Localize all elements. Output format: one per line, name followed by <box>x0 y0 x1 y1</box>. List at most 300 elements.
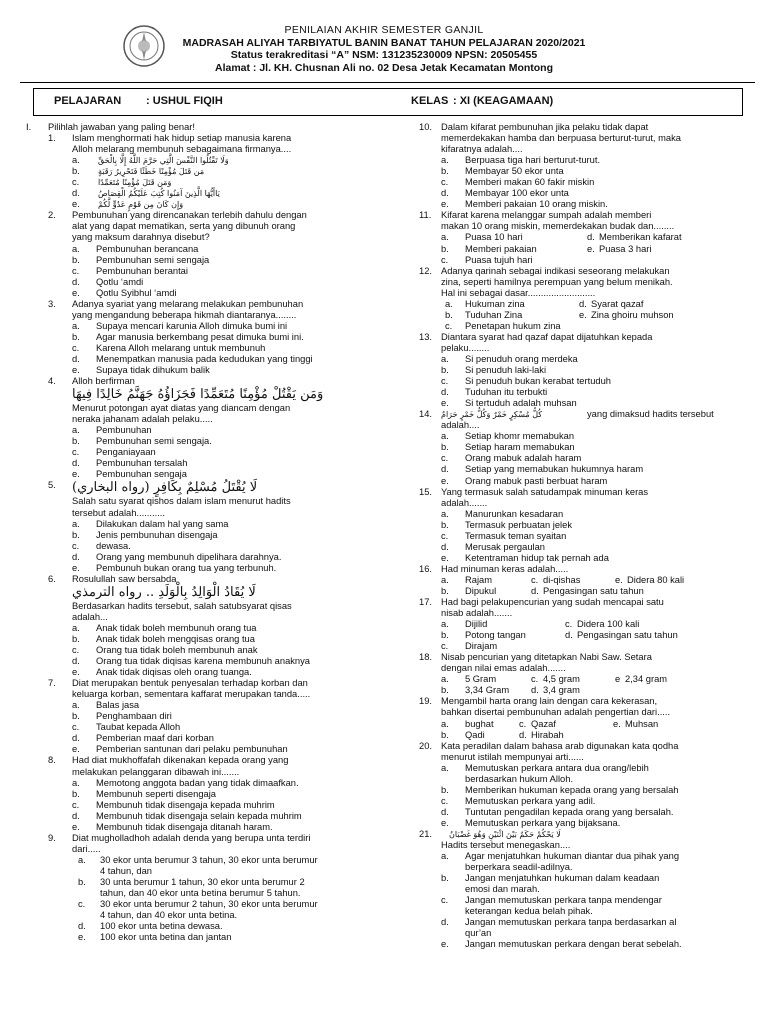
question-line <box>26 634 366 645</box>
item-text: Agar menjatuhkan hukuman diantar dua pihak yang <box>465 851 680 862</box>
item-text: Had diat mukhoffafah dikenakan kepada orang yang <box>72 755 289 766</box>
question-line <box>419 531 755 542</box>
question-line <box>26 866 366 877</box>
item-text: Islam menghormati hak hidup setiap manusia karena <box>72 133 292 144</box>
item-text: yang maksum darahnya disebut? <box>72 232 210 243</box>
question-line <box>26 623 366 634</box>
item-number: c. <box>78 899 86 910</box>
item-number: b. <box>72 331 80 342</box>
item-number: b. <box>78 877 86 887</box>
item-text: Adanya syariat yang melarang melakukan pembunuhan <box>72 298 304 309</box>
item-text: مَن قَتَلَ مُؤْمِنًا خَطَئًا فَتَحْرِيرُ رَقَبَةٍ <box>98 167 205 177</box>
item-number: e. <box>441 939 449 950</box>
question-line <box>26 778 366 789</box>
question-line <box>26 552 366 563</box>
item-number: b. <box>445 309 453 320</box>
accreditation-status: Status terakreditasi “A” NSM: 131235230009 NPSN: 20505455 <box>230 49 538 61</box>
question-line <box>26 574 366 585</box>
item-text: Pemberian maaf dari korban <box>96 733 214 744</box>
item-text: berperkara seadil-adilnya. <box>465 862 573 873</box>
item-text: Menurut potongan ayat diatas yang diancam dengan <box>72 403 291 414</box>
item-number: a. <box>441 431 449 442</box>
question-line <box>419 166 755 177</box>
question-line <box>419 597 755 608</box>
question-line <box>419 321 755 332</box>
item-number: 16. <box>419 563 432 574</box>
question-line <box>26 585 366 601</box>
question-line <box>26 496 366 507</box>
item-number: d. <box>72 353 80 364</box>
item-text: Didera 80 kali <box>627 574 685 585</box>
item-text: Nisab pencurian yang ditetapkan Nabi Saw. Setara <box>441 652 652 663</box>
item-text: وَمَن قَتَلَ مُؤْمِنًا مُتَعَمِّدًا <box>98 178 172 188</box>
question-line <box>419 652 755 663</box>
question-line <box>419 906 755 917</box>
item-text: 30 unta berumur 1 tahun, 30 ekor unta berumur 2 <box>100 877 305 887</box>
item-number: a. <box>72 777 80 788</box>
item-number: d. <box>72 188 80 199</box>
question-line <box>419 873 755 884</box>
item-number: e <box>615 674 621 685</box>
item-text: Jangan memutuskan perkara dengan berat sebelah. <box>465 939 682 950</box>
item-text: Manurunkan kesadaran <box>465 508 564 519</box>
question-line <box>26 612 366 623</box>
question-line <box>419 774 755 785</box>
question-line <box>419 398 755 409</box>
item-number: b. <box>72 436 80 447</box>
question-line <box>26 744 366 755</box>
item-text: Memberikan kafarat <box>599 232 682 243</box>
item-number: d. <box>579 298 587 309</box>
item-number: a. <box>441 353 449 364</box>
question-line <box>419 741 755 752</box>
item-text: Orang yang membunuh dipelihara darahnya. <box>96 551 282 562</box>
subject-label: PELAJARAN <box>54 95 122 107</box>
item-text: كُلُّ مُسْكِرٍ خَمْرٌ وَكُلُّ خَمْرٍ حَرَامٌ <box>441 410 543 420</box>
item-text: Dijilid <box>465 619 488 630</box>
item-text: Tuntutan pengadilan kepada orang yang bersalah. <box>465 806 674 817</box>
question-line <box>26 678 366 689</box>
item-number: c. <box>441 641 449 652</box>
subject-value: : USHUL FIQIH <box>146 95 223 107</box>
question-line <box>26 656 366 667</box>
question-line <box>419 763 755 774</box>
item-number: c. <box>72 540 80 551</box>
item-text: Pilihlah jawaban yang paling benar! <box>48 122 196 132</box>
item-number: c. <box>441 795 449 806</box>
question-line <box>419 586 755 597</box>
item-number: 21. <box>419 829 432 839</box>
item-text: Had bagi pelakupencurian yang sudah mencapai satu <box>441 597 664 608</box>
question-line <box>26 244 366 255</box>
question-line <box>26 188 366 199</box>
question-line <box>419 630 755 641</box>
question-line <box>419 365 755 376</box>
item-number: c. <box>72 799 80 810</box>
item-text: Alloh melarang membunuh sebagaimana firmanya.... <box>72 144 292 155</box>
item-text: Orang mabuk pasti berbuat haram <box>465 475 608 486</box>
item-text: Jangan memutuskan perkara tanpa mendengar <box>465 895 662 906</box>
item-text: emosi dan marah. <box>465 884 540 895</box>
item-number: b. <box>72 166 80 177</box>
item-text: Pengasingan satu tahun <box>577 630 678 641</box>
item-text: 2,34 gram <box>625 674 668 685</box>
item-text: يَاأَيُّهَا الَّذِينَ آمَنُوا كُتِبَ عَلَيْكُمُ الْقِصَاصُ <box>98 189 220 199</box>
item-text: Pembunuhan tersalah <box>96 458 188 469</box>
item-number: c. <box>531 574 539 585</box>
item-number: b. <box>441 685 449 696</box>
item-number: d. <box>441 464 449 475</box>
item-number: 8. <box>48 755 56 766</box>
item-text: Kifarat karena melanggar sumpah adalah memberi <box>441 210 652 221</box>
item-text: Qadi <box>465 729 485 740</box>
item-text: Rajam <box>465 574 493 585</box>
document-header <box>0 24 768 74</box>
item-number: d. <box>441 188 449 199</box>
item-number: 3. <box>48 298 56 309</box>
item-text: 100 ekor unta betina dewasa. <box>100 921 223 932</box>
question-line <box>26 403 366 414</box>
question-line <box>419 840 755 851</box>
item-text: 4 tahun, dan 40 ekor unta betina. <box>100 910 238 921</box>
item-number: e. <box>78 932 86 943</box>
question-line <box>26 888 366 899</box>
item-number: d. <box>72 458 80 469</box>
item-text: وَمَن يَقْتُلْ مُؤْمِنًا مُتَعَمِّدًا فَجَزَاؤُهُ جَهَنَّمُ خَالِدًا فِيهَا <box>72 387 324 403</box>
item-text: tersebut adalah........... <box>72 507 165 518</box>
item-number: d. <box>72 276 80 287</box>
question-line <box>419 685 755 696</box>
question-line <box>419 420 755 431</box>
question-line <box>419 608 755 619</box>
item-text: Syarat qazaf <box>591 298 644 309</box>
item-text: Anak tidak boleh membunuh orang tua <box>96 622 257 633</box>
exam-title: PENILAIAN AKHIR SEMESTER GANJIL <box>284 24 484 36</box>
question-line <box>419 785 755 796</box>
item-text: Agar manusia berkembang pesat dimuka bumi ini. <box>96 331 304 342</box>
item-text: keluarga korban, sementara kaffarat merupakan tanda..... <box>72 689 311 700</box>
question-line <box>419 177 755 188</box>
item-number: d. <box>587 232 595 243</box>
question-line <box>419 719 755 730</box>
question-line <box>26 722 366 733</box>
question-line <box>419 895 755 906</box>
question-line <box>419 288 755 299</box>
question-line <box>26 436 366 447</box>
item-number: a. <box>441 851 449 862</box>
question-line <box>26 321 366 332</box>
question-line <box>419 266 755 277</box>
item-text: zina, seperti hamilnya perempuan yang belum menikah. <box>441 276 673 287</box>
item-text: berdasarkan hukum Alloh. <box>465 773 574 784</box>
question-line <box>26 447 366 458</box>
item-text: Memutuskan perkara yang adil. <box>465 795 596 806</box>
item-text: وَإِن كَانَ مِن قَوْمٍ عَدُوٍّ لَّكُمْ <box>98 200 184 210</box>
item-text: Pembunuhan <box>96 425 152 436</box>
item-number: e. <box>72 744 80 755</box>
item-text: Diantara syarat had qazaf dapat dijatuhkan kepada <box>441 331 653 342</box>
item-number: a. <box>445 298 453 309</box>
item-number: d. <box>78 921 86 932</box>
question-line <box>26 354 366 365</box>
item-text: Dilakukan dalam hal yang sama <box>96 518 229 529</box>
item-text: Penetapan hukum zina <box>465 320 561 331</box>
item-text: Dalam kifarat pembunuhan jika pelaku tidak dapat <box>441 122 649 132</box>
item-number: e. <box>72 667 80 678</box>
item-text: Pembunuhan semi sengaja <box>96 254 210 265</box>
item-text: Qazaf <box>531 718 556 729</box>
item-text: Tuduhan Zina <box>465 309 523 320</box>
item-number: e. <box>587 243 595 254</box>
item-number: 7. <box>48 678 56 689</box>
question-line <box>26 645 366 656</box>
question-line <box>419 553 755 564</box>
item-number: c. <box>441 376 449 387</box>
question-line <box>419 851 755 862</box>
question-line <box>26 921 366 932</box>
question-line <box>419 663 755 674</box>
item-text: Puasa tujuh hari <box>465 254 533 265</box>
question-line <box>419 122 755 133</box>
item-text: Pemberian santunan dari pelaku pembunuhan <box>96 744 288 755</box>
item-number: c. <box>72 722 80 733</box>
item-text: Rosulullah saw bersabda <box>72 573 177 584</box>
question-line <box>26 425 366 436</box>
question-line <box>26 122 366 133</box>
question-line <box>419 354 755 365</box>
question-line <box>26 480 366 496</box>
question-line <box>26 232 366 243</box>
question-line <box>26 414 366 425</box>
question-line <box>419 796 755 807</box>
item-text: Ketentraman hidup tak pernah ada <box>465 552 609 563</box>
item-text: Membunuh tidak disengaja ditanah haram. <box>96 821 273 832</box>
item-number: b. <box>441 166 449 177</box>
item-number: b. <box>441 585 449 596</box>
question-line <box>26 458 366 469</box>
item-number: e. <box>72 365 80 376</box>
question-line <box>26 530 366 541</box>
item-text: Zina ghoiru muhson <box>591 309 674 320</box>
subject-info-box <box>33 88 743 116</box>
question-line <box>419 409 755 420</box>
question-line <box>26 199 366 210</box>
item-text: Supaya mencari karunia Alloh dimuka bumi ini <box>96 320 288 331</box>
item-text: yang dimaksud hadits tersebut <box>587 409 714 420</box>
item-number: d. <box>72 551 80 562</box>
item-text: Pembunuh bukan orang tua yang terbunuh. <box>96 562 277 573</box>
item-text: Hirabah <box>531 729 564 740</box>
question-line <box>419 464 755 475</box>
item-number: d. <box>72 733 80 744</box>
item-text: Tuduhan itu terbukti <box>465 387 548 398</box>
item-text: Berdasarkan hadits tersebut, salah satubsyarat qisas <box>72 600 292 611</box>
item-number: 2. <box>48 210 56 221</box>
item-text: Salah satu syarat qishos dalam islam menurut hadits <box>72 496 291 507</box>
question-line <box>419 564 755 575</box>
item-number: I. <box>26 122 32 132</box>
item-number: a. <box>441 508 449 519</box>
question-line <box>26 932 366 943</box>
question-line <box>419 442 755 453</box>
item-text: Yang termasuk salah satudampak minuman keras <box>441 486 649 497</box>
item-number: 11. <box>419 210 432 221</box>
item-text: Merusak pergaulan <box>465 541 545 552</box>
item-number: a. <box>441 574 449 585</box>
item-text: Si tertuduh adalah muhsan <box>465 398 577 409</box>
item-number: c. <box>441 453 449 464</box>
item-number: c. <box>519 718 527 729</box>
item-text: Hukuman zina <box>465 298 525 309</box>
item-number: d. <box>441 917 449 928</box>
question-line <box>419 807 755 818</box>
item-number: b. <box>441 630 449 641</box>
item-text: adalah.... <box>441 420 480 431</box>
question-line <box>26 767 366 778</box>
item-text: adalah... <box>72 611 108 622</box>
item-text: Berpuasa tiga hari berturut-turut. <box>465 155 601 166</box>
item-number: a. <box>78 854 86 865</box>
item-text: وَلَا تَقْتُلُوا النَّفْسَ الَّتِي حَرَّمَ اللَّهُ إِلَّا بِالْحَقِّ <box>98 156 229 166</box>
item-text: 4,5 gram <box>543 674 580 685</box>
item-number: a. <box>72 518 80 529</box>
item-text: dari..... <box>72 843 101 854</box>
item-text: Karena Alloh melarang untuk membunuh <box>96 342 266 353</box>
item-number: a. <box>441 155 449 166</box>
question-line <box>26 133 366 144</box>
item-text: Pembunuhan semi sengaja. <box>96 436 212 447</box>
question-line <box>26 541 366 552</box>
question-line <box>26 266 366 277</box>
item-text: kifaratnya adalah.... <box>441 144 523 155</box>
item-number: b. <box>441 784 449 795</box>
item-text: menurut istilah mempunyai arti...... <box>441 751 584 762</box>
item-text: 3,34 Gram <box>465 685 510 696</box>
item-number: e. <box>72 469 80 480</box>
school-address: Alamat : Jl. KH. Chusnan Ali no. 02 Desa Jetak Kecamatan Montong <box>214 61 554 74</box>
question-line <box>26 844 366 855</box>
question-line <box>419 255 755 266</box>
item-text: Didera 100 kali <box>577 619 640 630</box>
item-number: e. <box>441 398 449 409</box>
item-text: Orang tua tidak diqisas karena membunuh anaknya <box>96 656 310 667</box>
item-number: a. <box>441 762 449 773</box>
item-text: لَا يَحْكُمْ حَكَمٌ بَيْنَ اثْنَيْنِ وَهُوَ غَضْبَانُ <box>449 830 561 839</box>
item-text: Dipukul <box>465 585 497 596</box>
item-text: melakukan pelanggaran dibawah ini....... <box>72 766 240 777</box>
question-line <box>419 277 755 288</box>
item-number: e. <box>72 287 80 298</box>
item-text: bahkan disertai pembunuhan adalah pengertian dari..... <box>441 707 671 718</box>
item-text: Membunuh seperti disengaja <box>96 788 216 799</box>
question-line <box>26 855 366 866</box>
question-line <box>26 689 366 700</box>
item-number: a. <box>441 674 449 685</box>
item-number: d. <box>531 685 539 696</box>
item-text: yang mengandung beberapa hikmah diantaranya........ <box>72 309 297 320</box>
question-line <box>419 498 755 509</box>
item-number: 18. <box>419 652 432 663</box>
item-number: c. <box>445 320 453 331</box>
question-line <box>26 755 366 766</box>
item-number: d. <box>441 541 449 552</box>
question-line <box>26 519 366 530</box>
item-text: Memberi makan 60 fakir miskin <box>465 177 595 188</box>
item-number: b. <box>441 442 449 453</box>
item-text: Jangan menjatuhkan hukuman dalam keadaan <box>465 873 660 884</box>
question-line <box>419 232 755 243</box>
item-number: 12. <box>419 265 432 276</box>
item-text: Memotong anggota badan yang tidak dimaafkan. <box>96 777 299 788</box>
item-text: Termasuk perbuatan jelek <box>465 519 572 530</box>
item-number: e. <box>579 309 587 320</box>
question-line <box>26 221 366 232</box>
item-text: Qotlu ‘amdi <box>96 276 144 287</box>
item-text: Menempatkan manusia pada kedudukan yang tinggi <box>96 353 313 364</box>
item-number: 19. <box>419 696 432 707</box>
question-line <box>419 752 755 763</box>
question-line <box>26 332 366 343</box>
question-line <box>419 221 755 232</box>
question-line <box>419 144 755 155</box>
item-text: Muhsan <box>625 718 659 729</box>
question-line <box>419 939 755 950</box>
item-number: a. <box>441 718 449 729</box>
question-line <box>26 508 366 519</box>
question-line <box>419 210 755 221</box>
item-number: 14. <box>419 409 432 420</box>
item-number: d. <box>531 585 539 596</box>
item-number: a. <box>441 619 449 630</box>
item-text: Pembunuhan sengaja <box>96 469 187 480</box>
item-text: Anak tidak diqisas oleh orang tuanga. <box>96 667 252 678</box>
item-text: pelaku........ <box>441 342 490 353</box>
item-number: 6. <box>48 573 56 584</box>
item-text: Orang tua tidak boleh membunuh anak <box>96 645 258 656</box>
item-number: e. <box>441 475 449 486</box>
item-text: Membayar 100 ekor unta <box>465 188 569 199</box>
item-number: c. <box>72 177 80 188</box>
item-number: 5. <box>48 480 56 491</box>
item-number: a. <box>72 622 80 633</box>
item-text: 3,4 gram <box>543 685 580 696</box>
item-text: Si penuduh laki-laki <box>465 365 547 376</box>
item-number: e. <box>72 562 80 573</box>
item-number: e. <box>441 552 449 563</box>
question-line <box>26 166 366 177</box>
question-line <box>26 387 366 403</box>
item-text: dewasa. <box>96 540 131 551</box>
item-number: b. <box>441 873 449 884</box>
item-number: e. <box>72 199 80 210</box>
item-text: Adanya qarinah sebagai indikasi seseorang melakukan <box>441 265 670 276</box>
item-text: qur’an <box>465 928 492 939</box>
question-line <box>26 877 366 888</box>
question-line <box>26 343 366 354</box>
item-text: Qotlu Syibhul ‘amdi <box>96 287 177 298</box>
question-line <box>26 601 366 612</box>
item-text: tahun, dan 40 ekor unta betina berumur 5 tahun. <box>100 888 301 899</box>
question-line <box>419 884 755 895</box>
item-text: alat yang dapat mematikan, serta yang dibunuh orang <box>72 221 296 232</box>
question-line <box>26 910 366 921</box>
header-divider <box>20 82 755 83</box>
item-number: b. <box>72 788 80 799</box>
item-number: b. <box>441 243 449 254</box>
item-number: d. <box>441 387 449 398</box>
item-text: Setiap yang memabukan hukumnya haram <box>465 464 644 475</box>
item-text: Hadits tersebut menegaskan.... <box>441 840 571 851</box>
